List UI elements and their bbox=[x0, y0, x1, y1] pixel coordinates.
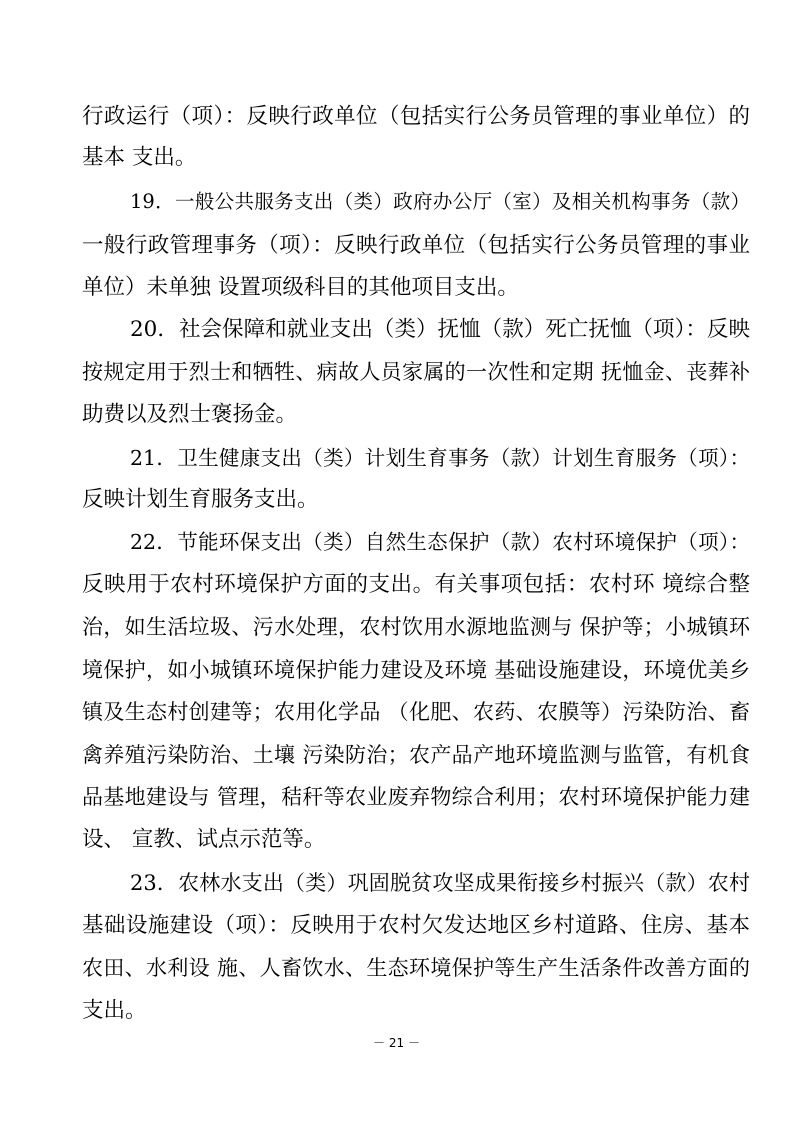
text-line: 设、 宣教、试点示范等。 bbox=[82, 827, 326, 852]
text-line: 助费以及烈士褒扬金。 bbox=[82, 402, 298, 427]
text-line: 支出。 bbox=[82, 998, 147, 1023]
text-line: 农田、水利设 施、人畜饮水、生态环境保护等生产生活条件改善方面的 bbox=[82, 956, 750, 980]
text-line: 禽养殖污染防治、土壤 污染防治；农产品产地环境监测与监管，有机食 bbox=[82, 743, 750, 767]
text-line: 22．节能环保支出（类）自然生态保护（款）农村环境保护（项）： bbox=[130, 530, 750, 554]
text-line: 23．农林水支出（类）巩固脱贫攻坚成果衔接乡村振兴（款）农村 bbox=[130, 871, 750, 895]
text-line: 反映用于农村环境保护方面的支出。有关事项包括：农村环 境综合整 bbox=[82, 572, 750, 597]
page-number: － 21 － bbox=[373, 1036, 420, 1050]
text-line: 行政运行（项）：反映行政单位（包括实行公务员管理的事业单位）的 bbox=[82, 104, 750, 129]
text-line: 按规定用于烈士和牺牲、病故人员家属的一次性和定期 抚恤金、丧葬补 bbox=[82, 360, 750, 384]
text-line: 21．卫生健康支出（类）计划生育事务（款）计划生育服务（项）： bbox=[130, 446, 750, 470]
text-line: 境保护，如小城镇环境保护能力建设及环境 基础设施建设，环境优美乡 bbox=[82, 658, 750, 682]
text-line: 基本 支出。 bbox=[82, 145, 197, 170]
text-line: 单位）未单独 设置项级科目的其他项目支出。 bbox=[82, 275, 519, 300]
text-line: 反映计划生育服务支出。 bbox=[82, 487, 319, 512]
text-line: 19．一般公共服务支出（类）政府办公厅（室）及相关机构事务（款） bbox=[130, 190, 750, 213]
text-line: 基础设施建设（项）：反映用于农村欠发达地区乡村道路、住房、基本 bbox=[82, 913, 750, 938]
text-line: 一般行政管理事务（项）：反映行政单位（包括实行公务员管理的事业 bbox=[82, 233, 750, 258]
text-line: 品基地建设与 管理，秸秆等农业废弃物综合利用；农村环境保护能力建 bbox=[82, 785, 750, 809]
text-line: 治，如生活垃圾、污水处理，农村饮用水源地监测与 保护等；小城镇环 bbox=[82, 615, 750, 639]
text-line: 镇及生态村创建等；农用化学品 （化肥、农药、农膜等）污染防治、畜 bbox=[82, 700, 750, 724]
text-line: 20．社会保障和就业支出（类）抚恤（款）死亡抚恤（项）：反映 bbox=[130, 317, 750, 342]
